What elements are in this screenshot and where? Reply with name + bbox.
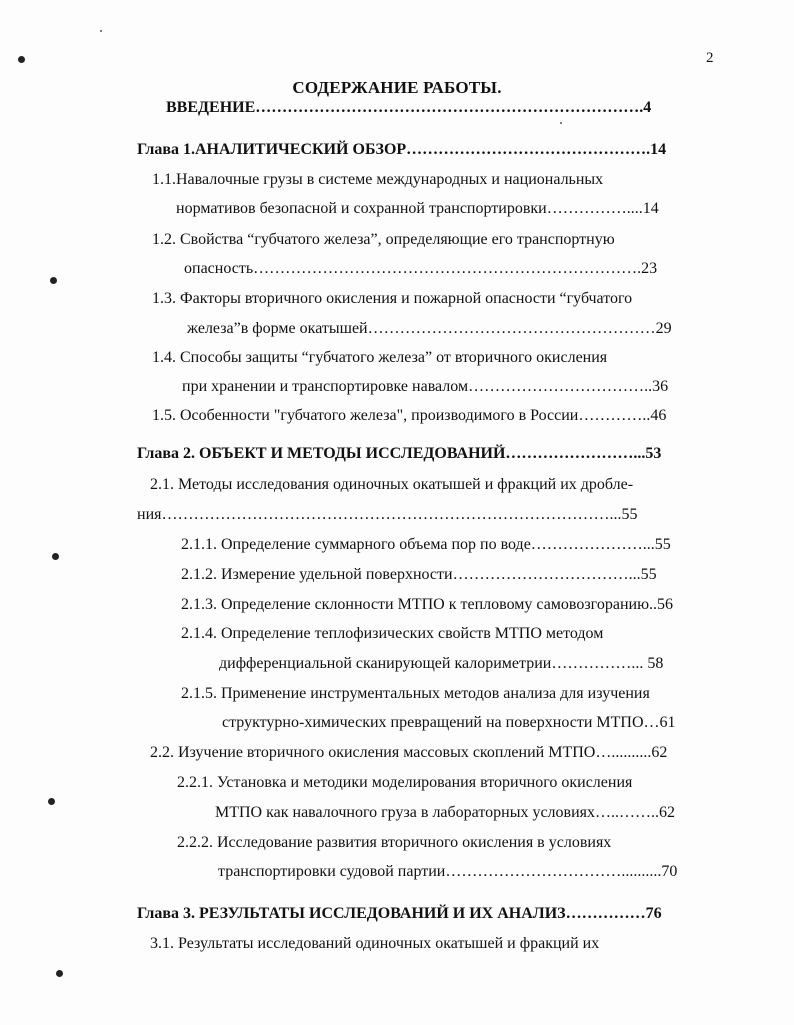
toc-entry: дифференциальной сканирующей калориметрии……………... 58 (219, 655, 664, 672)
toc-entry: 2.1.5. Применение инструментальных методов анализа для изучения (181, 685, 650, 702)
toc-entry: 3.1. Результаты исследований одиночных окатышей и фракций их (150, 935, 600, 952)
page-title: СОДЕРЖАНИЕ РАБОТЫ. (292, 78, 502, 97)
toc-entry: 1.5. Особенности "губчатого железа", производимого в России…………..46 (152, 407, 667, 424)
toc-entry: Глава 3. РЕЗУЛЬТАТЫ ИССЛЕДОВАНИЙ И ИХ АНАЛИЗ……………76 (137, 905, 662, 922)
scan-speck (560, 122, 562, 124)
toc-entry: ния…………………………………………………………………………...55 (137, 506, 638, 523)
toc-entry: 2.2.2. Исследование развития вторичного окисления в условиях (177, 834, 612, 851)
toc-entry: 1.3. Факторы вторичного окисления и пожарной опасности “губчатого (152, 290, 633, 307)
toc-entry: нормативов безопасной и сохранной транспортировки……………....14 (176, 200, 659, 217)
toc-entry: 1.1.Навалочные грузы в системе международных и национальных (152, 171, 604, 188)
toc-entry: 2.1. Методы исследования одиночных окатышей и фракций их дробле- (150, 476, 634, 493)
toc-entry: железа”в форме окатышей………………………………………………29 (187, 320, 672, 337)
punch-hole-dot (48, 798, 55, 805)
toc-entry: 2.1.3. Определение склонности МТПО к тепловому самовозгоранию..56 (181, 596, 674, 613)
toc-entry: 2.2. Изучение вторичного окисления массовых скоплений МТПО…..........62 (150, 744, 668, 761)
punch-hole-dot (18, 56, 25, 63)
toc-entry: при хранении и транспортировке навалом……………………………..36 (182, 378, 669, 395)
toc-entry: МТПО как навалочного груза в лабораторных условиях…..……..62 (215, 804, 676, 821)
toc-entry: 2.1.1. Определение суммарного объема пор по воде…………………...55 (181, 536, 671, 553)
toc-entry: опасность……………………………………………………………….23 (184, 260, 658, 277)
scan-speck (100, 30, 102, 32)
toc-entry: Глава 1.АНАЛИТИЧЕСКИЙ ОБЗОР……………………………………….14 (137, 141, 667, 158)
toc-entry: 2.2.1. Установка и методики моделирования вторичного окисления (177, 774, 633, 791)
toc-entry: 1.4. Способы защиты “губчатого железа” от вторичного окисления (152, 349, 608, 366)
toc-entry: транспортировки судовой партии……………………………..........70 (218, 863, 678, 880)
punch-hole-dot (56, 970, 63, 977)
page-number: 2 (706, 50, 714, 66)
toc-entry: 1.2. Свойства “губчатого железа”, определяющие его транспортную (152, 231, 615, 248)
punch-hole-dot (52, 553, 59, 560)
toc-entry: Глава 2. ОБЪЕКТ И МЕТОДЫ ИССЛЕДОВАНИЙ……………………...53 (137, 445, 662, 462)
toc-entry: ВВЕДЕНИЕ……………………………………………………………….4 (166, 99, 652, 116)
punch-hole-dot (50, 277, 57, 284)
toc-entry: 2.1.4. Определение теплофизических свойств МТПО методом (181, 625, 604, 642)
toc-entry: 2.1.2. Измерение удельной поверхности……………………………...55 (181, 566, 657, 583)
toc-entry: структурно-химических превращений на поверхности МТПО…61 (222, 714, 676, 731)
